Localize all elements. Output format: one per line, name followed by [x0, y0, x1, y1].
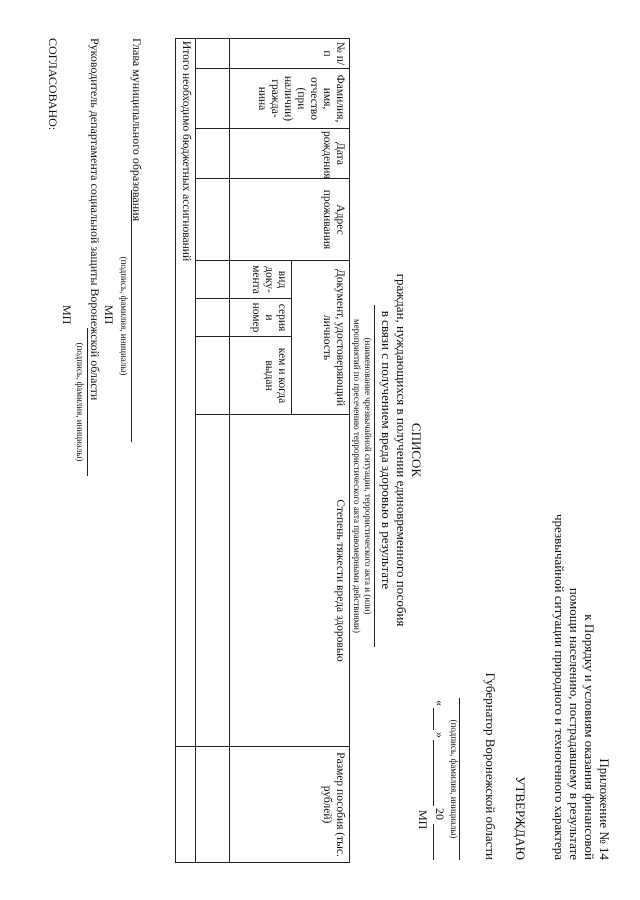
appendix-block [552, 420, 612, 860]
event-caption-line-2: мероприятий по пресечению террористического акта правомерными действиями) [352, 319, 362, 633]
col-number: № п/п [230, 39, 350, 69]
head-municipal-label: Глава муниципального образования [130, 38, 144, 222]
table-cell [196, 415, 230, 747]
head-social-label: Руководитель департамента социальной защиты Воронежской области [88, 38, 102, 401]
event-name-caption [351, 250, 373, 702]
title-main: СПИСОК [409, 422, 424, 478]
approve-label: УТВЕРЖДАЮ [513, 776, 528, 860]
col-birth-date: Дата рождения [230, 129, 350, 179]
table-header-row [292, 39, 350, 863]
table-cell [196, 299, 230, 337]
table-cell [196, 179, 230, 261]
table-cell [196, 261, 230, 299]
date-year-line [433, 824, 434, 860]
date-close-quote: » [433, 732, 447, 738]
table-cell [196, 337, 230, 415]
table-row [196, 39, 230, 863]
appendix-line-3: помощи населению, пострадавшему в результате [567, 587, 582, 860]
agreed-label: СОГЛАСОВАНО: [46, 38, 60, 131]
appendix-number: Приложение № 14 [597, 758, 612, 860]
governor-label: Губернатор Воронежской области [483, 672, 498, 860]
event-name-line [374, 305, 375, 647]
col-doc-issued: кем и когда выдан [230, 337, 292, 415]
table-cell [196, 129, 230, 179]
col-doc-type: вид доку-мента [230, 261, 292, 299]
col-doc-series: серия и номер [230, 299, 292, 337]
table-cell [196, 69, 230, 129]
head-social-seal: МП [60, 305, 74, 325]
col-benefit-amount: Размер пособия (тыс. рублей) [230, 747, 350, 863]
date-day-line [433, 708, 434, 730]
total-row [176, 39, 196, 863]
date-year: 20 [433, 808, 447, 820]
governor-signature-caption: (подпись, фамилия, инициалы) [449, 719, 459, 839]
head-social-line [87, 328, 88, 476]
head-municipal-caption: (подпись, фамилия, инициалы) [119, 256, 129, 376]
appendix-line-4: чрезвычайной ситуации природного и техногенного характера [552, 513, 567, 860]
head-municipal-seal: МП [102, 305, 116, 325]
title-line-3: в связи с получением вреда здоровью в результате [379, 310, 394, 590]
col-harm-severity: Степень тяжести вреда здоровью [230, 415, 350, 747]
table-cell [196, 747, 230, 863]
total-label: Итого необходимо бюджетных ассигнований [176, 39, 196, 747]
head-municipal-line [131, 190, 132, 442]
col-address: Адрес проживания [230, 179, 350, 261]
col-identity-document: Документ, удостоверяющий личность [292, 261, 350, 415]
title-line-2: граждан, нуждающихся в получении единовременного пособия [394, 273, 409, 627]
governor-seal: МП [416, 810, 430, 830]
col-fio: Фамилия, имя, отчество (при наличии) гражда-нина [230, 69, 350, 129]
total-value-cell [176, 747, 196, 863]
appendix-line-2: к Порядку и условиям оказания финансовой [582, 614, 597, 860]
date-month-line [433, 740, 434, 806]
table-cell [196, 39, 230, 69]
citizens-table [175, 38, 350, 863]
head-social-caption: (подпись, фамилия, инициалы) [75, 342, 85, 462]
event-caption-line-1: (наименование чрезвычайной ситуации, террористического акта и (или) [363, 337, 373, 615]
governor-signature-line [459, 698, 460, 860]
date-open-quote: « [433, 700, 447, 706]
document-title [379, 150, 424, 750]
